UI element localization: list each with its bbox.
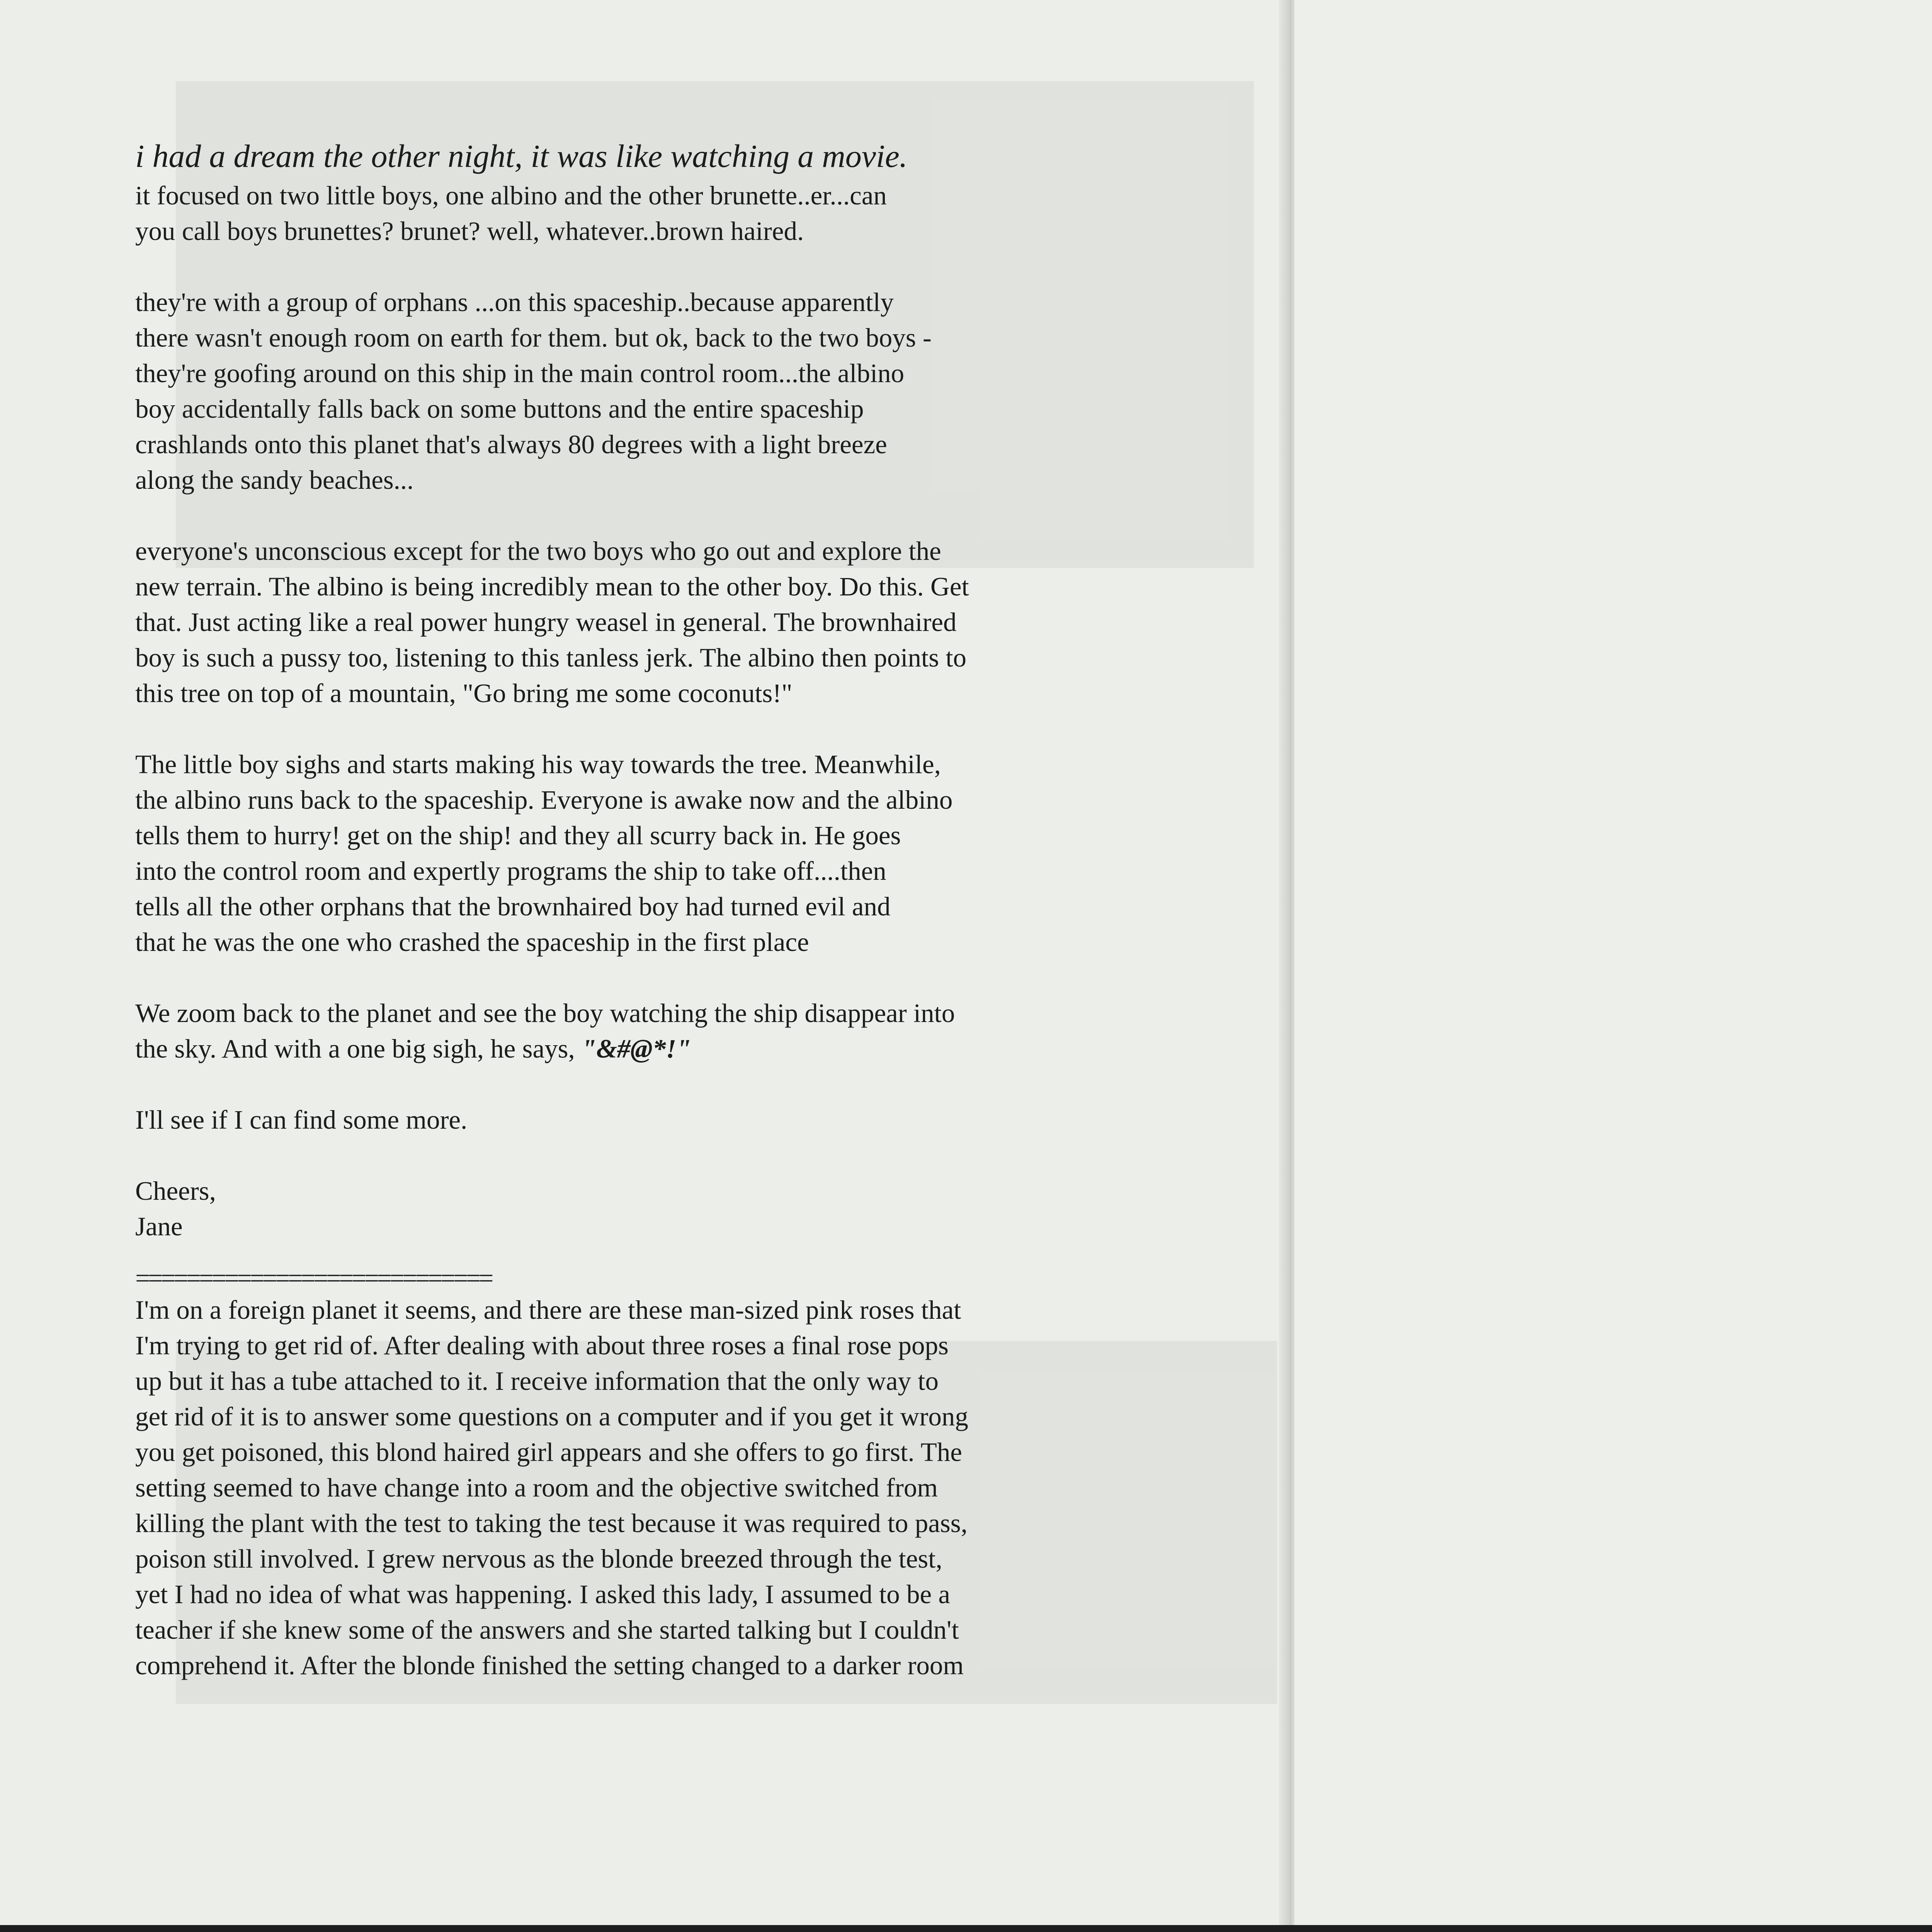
text-line: you get poisoned, this blond haired girl appears and she offers to go first. The [135, 1437, 962, 1467]
text-line: into the control room and expertly programs the ship to take off....then [135, 856, 886, 886]
text-line: yet I had no idea of what was happening. I asked this lady, I assumed to be a [135, 1580, 951, 1609]
page-title: i had a dream the other night, it was like watching a movie. [135, 138, 908, 174]
text-line: the albino runs back to the spaceship. Everyone is awake now and the albino [135, 785, 953, 815]
text-line: this tree on top of a mountain, "Go bring me some coconuts!" [135, 679, 793, 708]
text-line: tells all the other orphans that the brownhaired boy had turned evil and [135, 892, 891, 921]
right-page [1294, 0, 1932, 1932]
text-line: they're goofing around on this ship in the main control room...the albino [135, 359, 905, 388]
text-line: get rid of it is to answer some questions on a computer and if you get it wrong [135, 1402, 968, 1431]
exclamation: "&#@*!" [582, 1034, 691, 1063]
text-line: you call boys brunettes? brunet? well, whatever..brown haired. [135, 216, 804, 246]
text-line [135, 1031, 1202, 1066]
text-line: poison still involved. I grew nervous as the blonde breezed through the test, [135, 1544, 942, 1573]
text-line: crashlands onto this planet that's always 80 degrees with a light breeze [135, 430, 887, 459]
text-line: new terrain. The albino is being incredibly mean to the other boy. Do this. Get [135, 572, 969, 601]
dream1-para5 [135, 995, 1202, 1066]
text-line: comprehend it. After the blonde finished the setting changed to a darker room [135, 1651, 964, 1680]
text-line: boy is such a pussy too, listening to this tanless jerk. The albino then points to [135, 643, 966, 672]
text-line: that. Just acting like a real power hungry weasel in general. The brownhaired [135, 607, 957, 637]
text-line: The little boy sighs and starts making his way towards the tree. Meanwhile, [135, 750, 941, 779]
dream1-para1 [135, 178, 1202, 249]
text-line: teacher if she knew some of the answers and she started talking but I couldn't [135, 1615, 959, 1645]
dream1-para2 [135, 284, 1202, 498]
text-line: that he was the one who crashed the spaceship in the first place [135, 927, 809, 957]
text-fragment: the sky. And with a one big sigh, he says, [135, 1034, 582, 1063]
text-line: tells them to hurry! get on the ship! and they all scurry back in. He goes [135, 821, 901, 850]
text-line: killing the plant with the test to taking the test because it was required to pass, [135, 1509, 968, 1538]
text-line: along the sandy beaches... [135, 465, 414, 495]
dream1-para4 [135, 747, 1202, 960]
left-column [135, 135, 1202, 1683]
text-line: there wasn't enough room on earth for them. but ok, back to the two boys - [135, 323, 932, 352]
signoff: Cheers, [135, 1176, 216, 1206]
closing-line: I'll see if I can find some more. [135, 1105, 468, 1134]
text-line: I'm on a foreign planet it seems, and there are these man-sized pink roses that [135, 1295, 961, 1325]
text-line: up but it has a tube attached to it. I receive information that the only way to [135, 1366, 939, 1396]
text-line: setting seemed to have change into a room and the objective switched from [135, 1473, 938, 1502]
text-line: they're with a group of orphans ...on this spaceship..because apparently [135, 287, 894, 317]
dream1-para3 [135, 533, 1202, 711]
text-line: I'm trying to get rid of. After dealing with about three roses a final rose pops [135, 1331, 949, 1360]
separator-rule: ============================ [135, 1264, 492, 1292]
text-line: everyone's unconscious except for the two boys who go out and explore the [135, 536, 941, 566]
text-line: We zoom back to the planet and see the boy watching the ship disappear into [135, 998, 955, 1028]
author-name: Jane [135, 1212, 183, 1241]
text-line: it focused on two little boys, one albino and the other brunette..er...can [135, 181, 887, 210]
page-bottom-edge [0, 1925, 1932, 1932]
dream2-text [135, 1292, 1202, 1683]
text-line: boy accidentally falls back on some buttons and the entire spaceship [135, 394, 864, 423]
